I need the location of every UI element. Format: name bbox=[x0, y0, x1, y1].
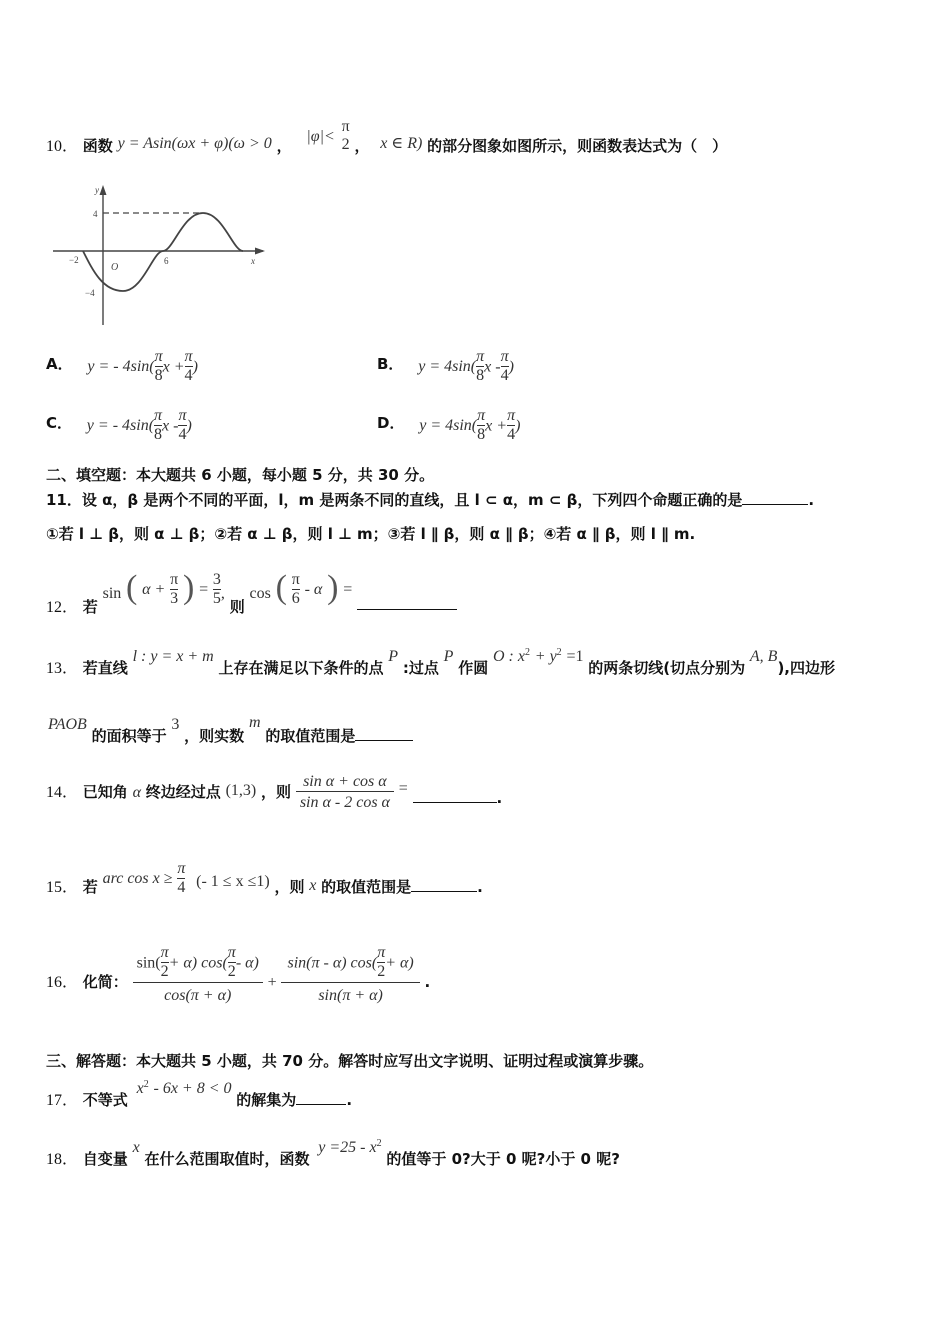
q10-number: 10． bbox=[46, 137, 79, 155]
graph-y-bottom-label: −4 bbox=[85, 288, 95, 298]
q10-lead: 函数 bbox=[82, 136, 113, 155]
graph-y-arrow-icon bbox=[100, 185, 107, 195]
q17-answer-blank[interactable] bbox=[296, 1104, 346, 1105]
q15-line: 15． 若 arc cos x ≥ $\frac{\pi}{4}$ (- 1 ≤ x ≤1) ，则 x 的取值范围是 . bbox=[46, 860, 483, 897]
q16-line: 16． 化简： sin( $\frac{\pi}{2}$ + α) cos( $\frac{\pi}{2}$ - α) cos(π + α) + sin(π - α) cos( $\frac{\pi}{2}$ + α) sin(π + α) . bbox=[46, 944, 431, 1004]
graph-sine-curve bbox=[83, 213, 243, 291]
graph-y-top-label: 4 bbox=[93, 209, 98, 219]
q10-sep1: ， bbox=[276, 136, 292, 155]
section2-heading: 二、填空题：本大题共 6 小题，每小题 5 分，共 30 分。 bbox=[46, 466, 435, 484]
q11-answer-blank[interactable] bbox=[742, 504, 808, 505]
q18-line: 18． 自变量 x 在什么范围取值时，函数 $y =25 - x^2$ 的值等于 0?大于 0 呢?小于 0 呢? bbox=[46, 1138, 620, 1168]
q16-fraction-1: sin( $\frac{\pi}{2}$ + α) cos( $\frac{\pi}{2}$ - α) cos(π + α) bbox=[133, 944, 263, 1005]
q15-answer-blank[interactable] bbox=[411, 891, 477, 892]
section3-heading: 三、解答题：本大题共 5 小题，共 70 分。解答时应写出文字说明、证明过程或演算步骤。 bbox=[46, 1052, 654, 1070]
q10-line bbox=[46, 118, 727, 158]
graph-x-mark-label: 6 bbox=[164, 256, 169, 266]
q13-answer-blank[interactable] bbox=[355, 740, 413, 741]
graph-x-left-label: −2 bbox=[69, 255, 79, 265]
q11-line2: ①若 l ⊥ β，则 α ⊥ β；②若 α ⊥ β，则 l ⊥ m；③若 l ∥ β，则 α ∥ β；④若 α ∥ β，则 l ∥ m. bbox=[46, 525, 696, 543]
q11-line1: 11．设 α，β 是两个不同的平面，l，m 是两条不同的直线，且 l ⊂ α，m ⊂ β，下列四个命题正确的是 . bbox=[46, 491, 815, 509]
q10-option-a[interactable]: A． y = - 4sin( $\frac{\pi}{8}$ x + $\frac{\pi}{4}$ ) bbox=[46, 348, 198, 385]
q12-line: 12． 若 sin ( α + $\frac{\pi}{3}$ ) = $\frac{3}{5}$ , 则 cos ( $\frac{\pi}{6}$ - α ) = bbox=[46, 555, 457, 605]
graph-y-label: y bbox=[95, 185, 99, 195]
q17-line: 17． 不等式 $x^2 - 6x + 8 < 0$ 的解集为 . bbox=[46, 1079, 353, 1109]
q14-line: 14． 已知角 α 终边经过点 (1,3) ，则 $\frac{\text{sin α + cos α}}{\text{sin α - 2 cos α}}$ = . bbox=[46, 773, 503, 812]
q10-option-c[interactable]: C． y = - 4sin( $\frac{\pi}{8}$ x - $\frac{\pi}{4}$ ) bbox=[46, 407, 192, 444]
graph-x-arrow-icon bbox=[255, 248, 265, 255]
q16-fraction-2: sin(π - α) cos( $\frac{\pi}{2}$ + α) sin(π + α) bbox=[281, 944, 419, 1005]
q14-answer-blank[interactable] bbox=[413, 802, 497, 803]
q10-option-b[interactable]: B． y = 4sin( $\frac{\pi}{8}$ x - $\frac{\pi}{4}$ ) bbox=[377, 348, 514, 385]
q10-graph bbox=[45, 183, 275, 328]
graph-x-label: x bbox=[251, 256, 255, 266]
q10-option-d[interactable]: D． y = 4sin( $\frac{\pi}{8}$ x + $\frac{\pi}{4}$ ) bbox=[377, 407, 521, 444]
q13-line2: PAOB 的面积等于 3 ，则实数 m 的取值范围是 bbox=[48, 713, 413, 745]
q10-domain: x ∈ R) bbox=[380, 134, 423, 152]
q10-tail: 的部分图象如图所示，则函数表达式为（ ） bbox=[427, 136, 728, 155]
q10-sep2: ， bbox=[354, 136, 370, 155]
q13-line1: 13． 若直线 l : y = x + m 上存在满足以下条件的点 P :过点 P 作圆 O : $x^2 + y^2 =1$ 的两条切线(切点分别为 A, B),四边形 bbox=[46, 647, 836, 677]
q12-answer-blank[interactable] bbox=[357, 609, 457, 610]
graph-origin-label: O bbox=[111, 262, 119, 273]
q10-func: y = Asin(ωx + φ)(ω > 0 bbox=[117, 134, 272, 152]
q10-abs-phi: |φ|< bbox=[306, 127, 335, 145]
q10-pi-over-2: π 2 bbox=[341, 118, 350, 154]
